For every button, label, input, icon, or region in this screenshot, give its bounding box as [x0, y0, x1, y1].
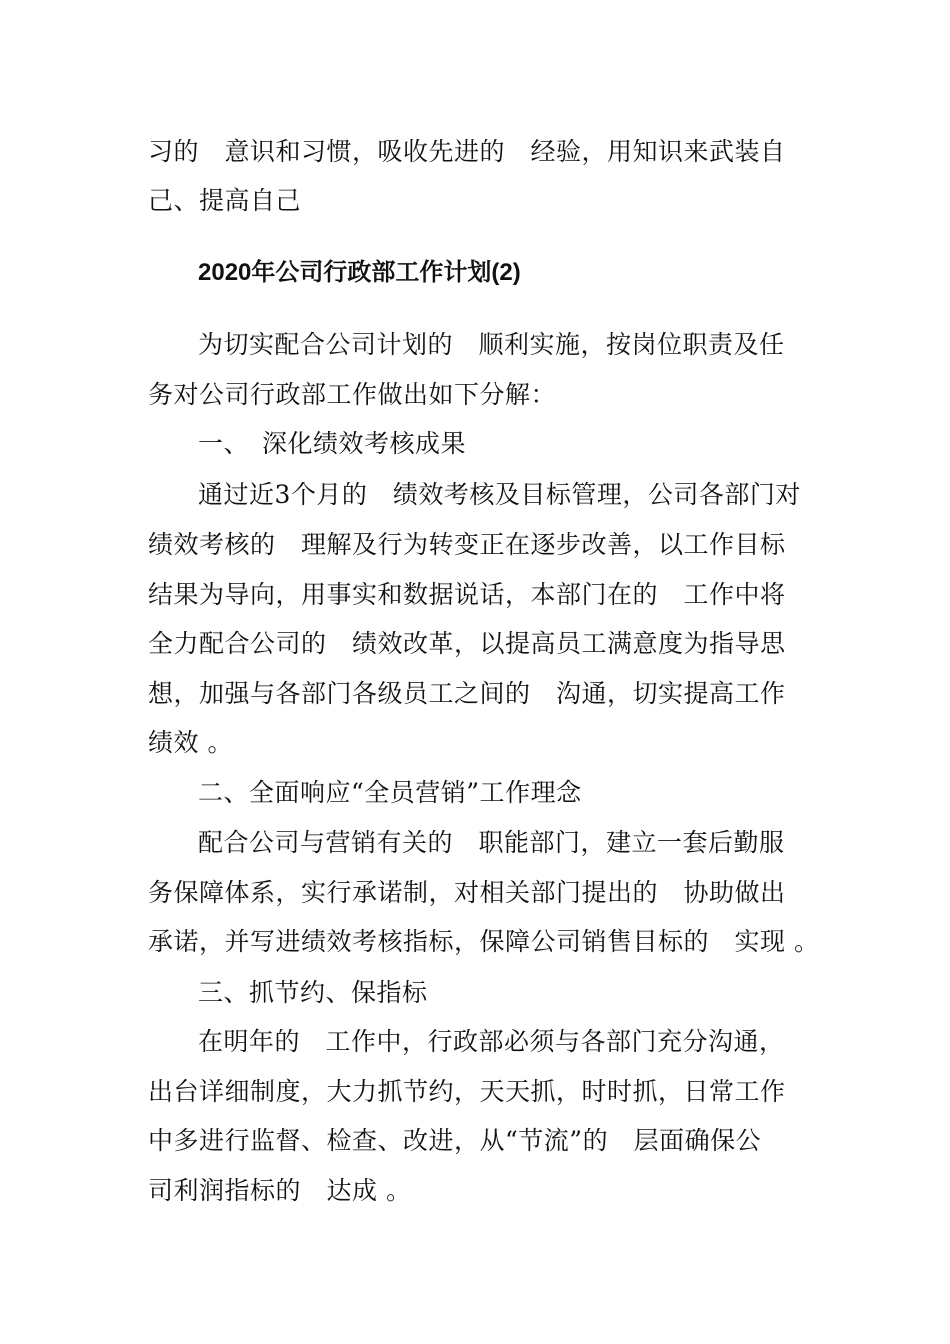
- paragraph-line: 结果为导向，用事实和数据说话，本部门在的 工作中将: [148, 580, 786, 609]
- paragraph-line: 为切实配合公司计划的 顺利实施，按岗位职责及任: [198, 330, 785, 359]
- paragraph-line: 通过近3个月的 绩效考核及目标管理，公司各部门对: [198, 480, 801, 509]
- paragraph-line: 想，加强与各部门各级员工之间的 沟通，切实提高工作: [148, 679, 786, 708]
- subheading: 三、抓节约、保指标: [198, 978, 428, 1007]
- paragraph-line: 己、提高自己: [148, 186, 302, 215]
- section-title: 2020年公司行政部工作计划(2): [198, 259, 521, 286]
- paragraph-line: 出台详细制度，大力抓节约，天天抓，时时抓，日常工作: [148, 1077, 786, 1106]
- paragraph-line: 习的 意识和习惯，吸收先进的 经验，用知识来武装自: [148, 137, 786, 166]
- paragraph-line: 中多进行监督、检查、改进，从“节流”的 层面确保公: [148, 1126, 762, 1155]
- paragraph-line: 全力配合公司的 绩效改革，以提高员工满意度为指导思: [148, 629, 786, 658]
- paragraph-line: 务保障体系，实行承诺制，对相关部门提出的 协助做出: [148, 878, 786, 907]
- paragraph-line: 绩效考核的 理解及行为转变正在逐步改善，以工作目标: [148, 530, 786, 559]
- paragraph-line: 承诺，并写进绩效考核指标，保障公司销售目标的 实现 。: [148, 927, 820, 956]
- paragraph-line: 在明年的 工作中，行政部必须与各部门充分沟通，: [198, 1027, 785, 1056]
- subheading: 二、全面响应“全员营销”工作理念: [198, 778, 582, 807]
- paragraph-line: 绩效 。: [148, 728, 233, 757]
- subheading: 一、 深化绩效考核成果: [198, 429, 467, 458]
- paragraph-line: 务对公司行政部工作做出如下分解：: [148, 380, 557, 409]
- paragraph-line: 司利润指标的 达成 。: [148, 1176, 412, 1205]
- paragraph-line: 配合公司与营销有关的 职能部门，建立一套后勤服: [198, 828, 785, 857]
